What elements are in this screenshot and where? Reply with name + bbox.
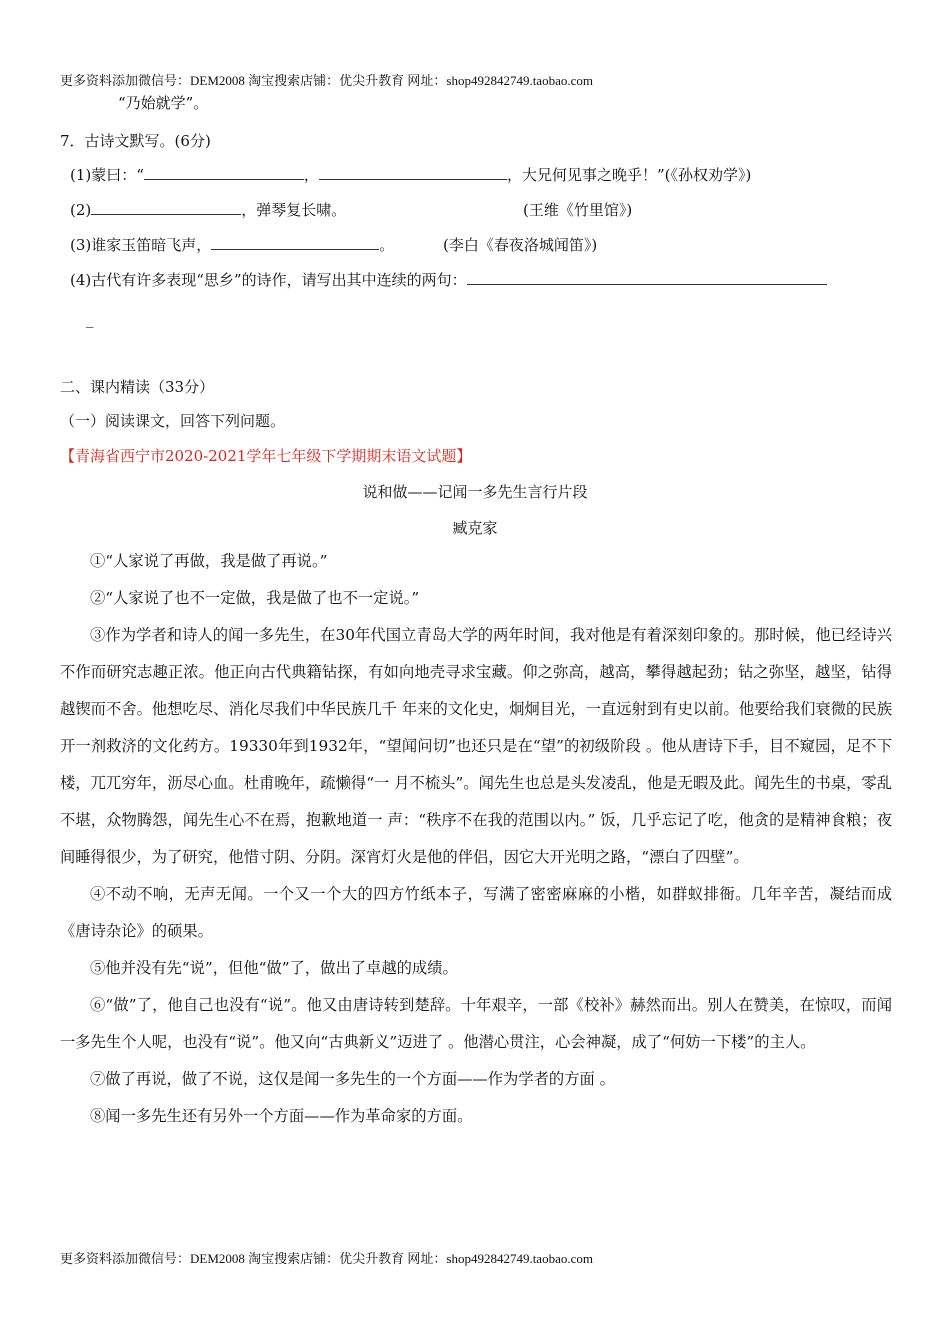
question-7-item-4 [70,269,827,290]
paragraph-1: ①“人家说了再做，我是做了再说。” [90,552,328,570]
item-1-suffix: ，大兄何见事之晚乎！”(《孙权劝学》) [506,166,752,184]
question-7-item-1 [70,164,751,185]
answer-blank[interactable] [467,269,827,285]
question-7-item-2 [70,199,346,220]
article-body [60,543,892,1135]
article-title: 说和做——记闻一多先生言行片段 [362,483,588,501]
answer-blank[interactable] [144,164,304,180]
section-2-title: 二、课内精读（33分） [60,378,215,396]
item-2-source: (王维《竹里馆》) [523,201,633,219]
item-1-mid: ， [303,166,319,184]
paragraph-5: ⑤他并没有先“说”，但他“做”了，做出了卓越的成绩。 [90,959,458,977]
answer-blank[interactable] [91,199,241,215]
answer-blank[interactable] [319,164,507,180]
source-tag: 【青海省西宁市2020-2021学年七年级下学期期末语文试题】 [60,447,472,465]
paragraph-6: ⑥“做”了，他自己也没有“说”。他又由唐诗转到楚辞。十年艰辛，一部《校补》赫然而出。别人在赞美，在惊叹，而闻一多先生个人呢，也没有“说”。他又向“古典新义”迈进了 。他潜心贯注，心会神凝，成了“何妨一下楼”的主人。 [60,996,892,1051]
paragraph-3: ③作为学者和诗人的闻一多先生，在30年代国立青岛大学的两年时间，我对他是有着深刻印象的。那时候，他已经诗兴不作而研究志趣正浓。他正向古代典籍钻探，有如向地壳寻求宝藏。仰之弥高，越高，攀得越起劲；钻之弥坚，越坚，钻得越锲而不舍。他想吃尽、消化尽我们中华民族几千 年来的文化史，炯炯目光，一直远射到有史以前。他要给我们衰微的民族开一剂救济的文化药方。19330年到1932年，“望闻问切”也还只是在“望”的初级阶段 。他从唐诗下手，目不窥园，足不下楼，兀兀穷年，沥尽心血。杜甫晚年，疏懒得“一 月不梳头”。闻先生也总是头发凌乱，他是无暇及此。闻先生的书桌，零乱不堪，众物腾怨，闻先生心不在焉，抱歉地道一 声：“秩序不在我的范围以内。” 饭，几乎忘记了吃，他贪的是精神食粮；夜间睡得很少，为了研究，他惜寸阴、分阴。深宵灯火是他的伴侣，因它大开光明之路，“漂白了四壁”。 [60,626,892,866]
item-3-prefix: (3)谁家玉笛暗飞声， [70,236,212,254]
item-2-suffix: ，弹琴复长啸。 [241,201,347,219]
page-footer: 更多资料添加微信号：DEM2008 淘宝搜索店铺：优尖升教育 网址：shop492842749.taobao.com [60,1251,593,1266]
page-header: 更多资料添加微信号：DEM2008 淘宝搜索店铺：优尖升教育 网址：shop492842749.taobao.com [60,73,593,88]
question-7-title: 7．古诗文默写。(6分) [60,132,211,150]
item-4-prefix: (4)古代有许多表现“思乡”的诗作，请写出其中连续的两句： [70,271,467,289]
item-2-prefix: (2) [70,201,92,219]
trailing-underscore: _ [86,310,94,328]
item-3-source: (李白《春夜洛城闻笛》) [443,236,598,254]
question-7-item-3 [70,234,394,255]
continued-line: “乃始就学”。 [118,94,209,112]
paragraph-8: ⑧闻一多先生还有另外一个方面——作为革命家的方面。 [90,1107,473,1125]
paragraph-4: ④不动不响，无声无闻。一个又一个大的四方竹纸本子，写满了密密麻麻的小楷，如群蚁排衙。几年辛苦，凝结而成《唐诗杂论》的硕果。 [60,885,892,940]
answer-blank[interactable] [211,234,379,250]
paragraph-7: ⑦做了再说，做了不说，这仅是闻一多先生的一个方面——作为学者的方面 。 [90,1070,615,1088]
article-author: 臧克家 [452,519,498,537]
item-3-suffix: 。 [379,236,395,254]
item-1-prefix: (1)蒙曰：“ [70,166,144,184]
section-2-subtitle: （一）阅读课文，回答下列问题。 [60,412,286,430]
paragraph-2: ②“人家说了也不一定做，我是做了也不一定说。” [90,589,420,607]
